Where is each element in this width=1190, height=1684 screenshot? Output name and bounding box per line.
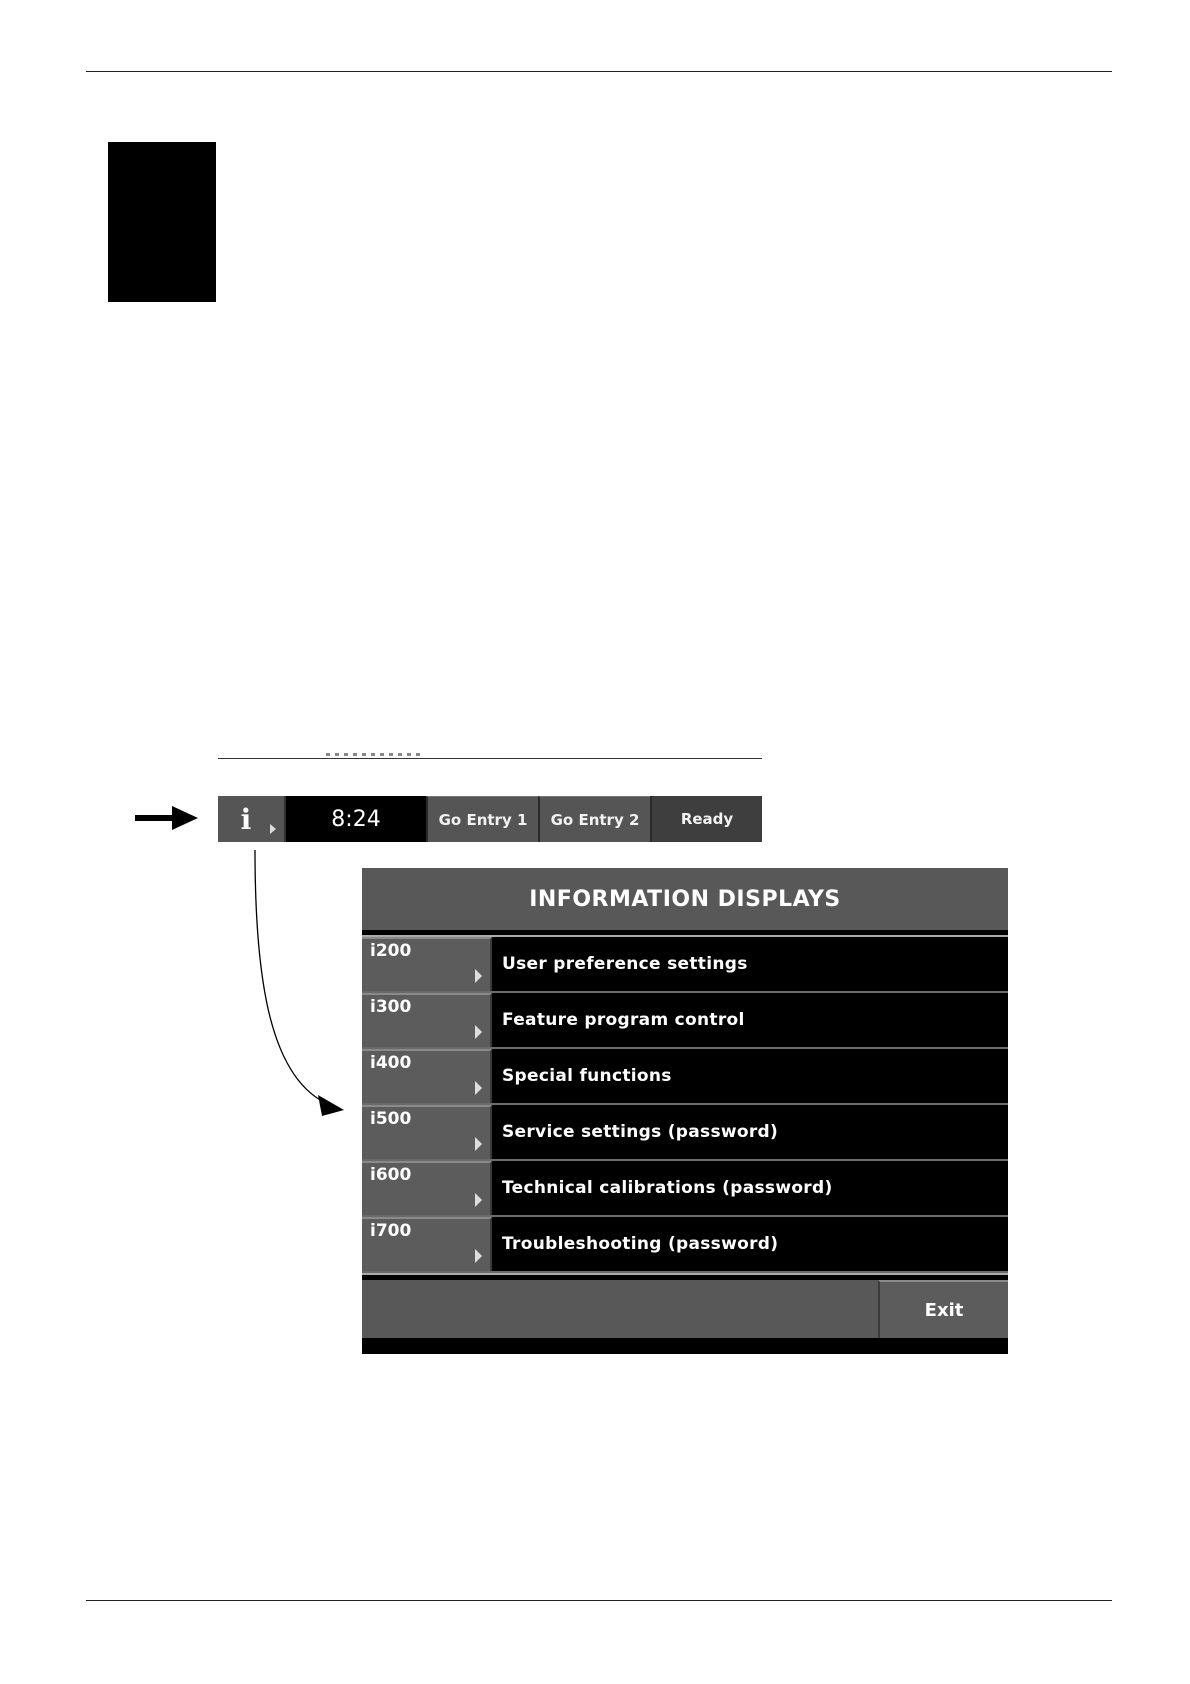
menu-item-i200[interactable] — [362, 937, 1008, 993]
status-bar — [218, 796, 762, 842]
dialog-separator — [362, 1273, 1008, 1280]
menu-item-i500[interactable] — [362, 1105, 1008, 1161]
header-rule — [86, 71, 1112, 72]
menu-code: i300 — [370, 997, 412, 1017]
menu-code: i500 — [370, 1109, 412, 1129]
menu-label: Technical calibrations (password) — [502, 1178, 833, 1198]
exit-button[interactable]: Exit — [878, 1280, 1008, 1338]
footer-rule — [86, 1600, 1112, 1601]
dialog-title: INFORMATION DISPLAYS — [362, 868, 1008, 935]
caret-right-icon — [475, 1137, 482, 1151]
menu-code: i600 — [370, 1165, 412, 1185]
menu-item-i600[interactable] — [362, 1161, 1008, 1217]
cropped-label-fragment — [326, 753, 422, 756]
menu-code: i400 — [370, 1053, 412, 1073]
information-displays-dialog — [362, 868, 1008, 1354]
caret-right-icon — [475, 969, 482, 983]
menu-label: Feature program control — [502, 1010, 745, 1030]
menu-label: Service settings (password) — [502, 1122, 779, 1142]
caret-right-icon — [475, 1025, 482, 1039]
info-icon: i — [240, 802, 252, 836]
caret-right-icon — [475, 1249, 482, 1263]
menu-label: Special functions — [502, 1066, 672, 1086]
menu-code-button[interactable] — [362, 937, 492, 991]
go-entry-1-button[interactable]: Go Entry 1 — [426, 796, 538, 842]
menu-code: i700 — [370, 1221, 412, 1241]
go-entry-2-button[interactable]: Go Entry 2 — [538, 796, 650, 842]
caret-right-icon — [475, 1081, 482, 1095]
menu-label: Troubleshooting (password) — [502, 1234, 779, 1254]
menu-item-i300[interactable] — [362, 993, 1008, 1049]
clock-display: 8:24 — [286, 796, 426, 842]
menu-code: i200 — [370, 941, 412, 961]
menu-code-button[interactable] — [362, 1217, 492, 1271]
status-ready-label: Ready — [650, 796, 762, 842]
menu-code-button[interactable] — [362, 993, 492, 1047]
info-button[interactable] — [218, 796, 286, 842]
menu-code-button[interactable] — [362, 1161, 492, 1215]
menu-code-button[interactable] — [362, 1049, 492, 1103]
caret-right-icon — [270, 824, 276, 834]
menu-item-i700[interactable] — [362, 1217, 1008, 1273]
dialog-footer — [362, 1280, 1008, 1338]
pointer-arrow-head-icon — [172, 806, 198, 830]
pointer-arrow-icon — [135, 815, 173, 821]
divider-line — [218, 758, 762, 759]
menu-item-i400[interactable] — [362, 1049, 1008, 1105]
caret-right-icon — [475, 1193, 482, 1207]
chapter-tab-marker — [108, 142, 216, 302]
menu-code-button[interactable] — [362, 1105, 492, 1159]
menu-label: User preference settings — [502, 954, 748, 974]
